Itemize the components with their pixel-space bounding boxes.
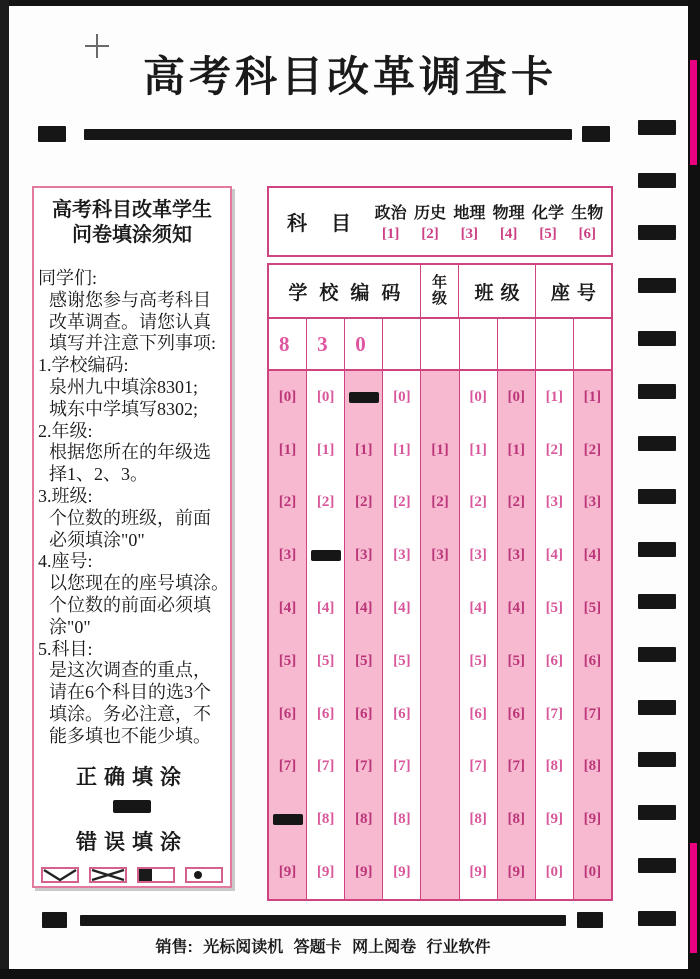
bubble[interactable]: [8] [545, 758, 564, 775]
instruction-line: 泉州九中填涂8301; [49, 376, 199, 397]
timing-mark [638, 120, 676, 135]
timing-mark [638, 647, 676, 662]
subject-option[interactable] [450, 200, 489, 243]
empty-cell [421, 582, 458, 635]
instruction-line: 涂"0" [49, 616, 91, 637]
bubble[interactable]: [0] [507, 388, 525, 405]
bottom-edge-bar [0, 969, 700, 979]
writein-cell[interactable]: 0 [345, 319, 383, 369]
bubble[interactable]: [5] [393, 652, 411, 669]
instruction-line: 城东中学填写8302; [49, 398, 199, 419]
answer-grid [267, 263, 613, 901]
heading-line: 高考科目改革学生 [52, 199, 212, 221]
bubble[interactable]: [5] [355, 652, 373, 669]
bubble[interactable]: [0] [393, 388, 411, 405]
page-title: 高考科目改革调查卡 [142, 55, 557, 101]
empty-cell [421, 371, 458, 424]
instruction-line: 改革调查。请您认真 [49, 311, 211, 332]
subject-option[interactable] [568, 200, 607, 243]
subject-option[interactable] [371, 200, 410, 243]
bubble[interactable]: [9] [355, 864, 373, 881]
sync-bar-top [84, 129, 572, 140]
bubble[interactable]: [7] [393, 758, 411, 775]
bubble[interactable]: [4] [355, 600, 373, 617]
instruction-line: 根据您所在的年级选 [49, 442, 211, 463]
bubble[interactable]: [2] [431, 494, 449, 511]
timing-mark [638, 858, 676, 873]
bubble[interactable]: [0] [469, 388, 487, 405]
wrong-mark-half-fill-icon [137, 867, 175, 883]
bubble[interactable]: [9] [469, 864, 487, 881]
instruction-line: 填写并注意下列事项: [49, 333, 217, 354]
bubble[interactable]: [7] [316, 758, 335, 775]
sync-block [577, 912, 603, 928]
writein-row [269, 319, 611, 371]
bubble[interactable]: [3] [583, 494, 602, 511]
bubble[interactable]: [7] [355, 758, 373, 775]
bubble[interactable]: [1] [545, 388, 564, 405]
wrong-mark-x-mark-icon [89, 867, 127, 883]
bubble[interactable]: [4] [393, 600, 411, 617]
wrong-fill-examples [34, 867, 230, 883]
instruction-line: 1.学校编码: [38, 355, 129, 376]
bubble[interactable]: [0] [278, 388, 297, 405]
subject-section-label: 科 目 [287, 213, 353, 235]
writein-cell[interactable]: 8 [269, 319, 307, 369]
filled-mark[interactable] [345, 371, 382, 424]
instruction-lines [34, 268, 230, 748]
timing-mark [638, 436, 676, 451]
grid-header-cell: 班级 [459, 265, 535, 317]
bubble[interactable]: [9] [583, 811, 602, 828]
instruction-line: 感谢您参与高考科目 [49, 289, 211, 310]
bubble[interactable]: [4] [545, 547, 564, 564]
bubble[interactable]: [4] [278, 600, 297, 617]
bubble[interactable]: [2] [545, 441, 564, 458]
bubble[interactable]: [1] [393, 441, 411, 458]
bubble[interactable]: [2] [393, 494, 411, 511]
bubble[interactable]: [2] [469, 494, 487, 511]
bubble[interactable]: [7] [469, 758, 487, 775]
subject-bubble[interactable]: [4] [499, 226, 518, 242]
timing-mark [638, 700, 676, 715]
bubble[interactable]: [2] [355, 494, 373, 511]
bubble-column-school-code-digit-3 [345, 371, 383, 899]
bubble[interactable]: [7] [545, 705, 564, 722]
bubble-column-school-code-digit-4 [383, 371, 421, 899]
wrong-fill-label: 错误填涂 [76, 829, 188, 854]
writein-cell[interactable] [536, 319, 574, 369]
bubble[interactable]: [1] [316, 441, 335, 458]
writein-cell[interactable] [574, 319, 611, 369]
bubble-column-school-code-digit-1 [269, 371, 307, 899]
heading-line: 问卷填涂须知 [72, 224, 192, 246]
correct-fill-label: 正确填涂 [76, 764, 188, 789]
subject-section [267, 186, 613, 257]
bubble[interactable]: [5] [316, 652, 335, 669]
bubble[interactable]: [7] [507, 758, 525, 775]
timing-mark [638, 805, 676, 820]
bubble[interactable]: [7] [583, 705, 602, 722]
timing-mark [638, 911, 676, 926]
timing-mark [638, 225, 676, 240]
subject-bubble[interactable]: [5] [539, 226, 557, 242]
writein-cell[interactable] [421, 319, 459, 369]
sync-block [42, 912, 67, 928]
timing-mark [638, 173, 676, 188]
subject-name: 化学 [531, 205, 564, 222]
bubble[interactable]: [8] [355, 811, 373, 828]
instruction-line: 2.年级: [38, 420, 93, 441]
subject-name: 生物 [571, 205, 604, 222]
timing-mark [638, 752, 676, 767]
bubble[interactable]: [8] [469, 811, 487, 828]
bubble[interactable]: [5] [278, 652, 297, 669]
timing-mark [638, 489, 676, 504]
instruction-line: 个位数的前面必须填 [49, 594, 211, 615]
bubble[interactable]: [9] [507, 864, 525, 881]
sync-bar-bottom [80, 915, 566, 926]
bubble-area [269, 371, 611, 899]
subject-option[interactable] [489, 200, 528, 243]
writein-cell[interactable] [460, 319, 498, 369]
bubble[interactable]: [3] [469, 547, 487, 564]
bubble[interactable]: [0] [316, 388, 335, 405]
subject-option[interactable] [528, 200, 567, 243]
bubble[interactable]: [0] [583, 864, 602, 881]
bubble[interactable]: [6] [507, 705, 525, 722]
instruction-line: 同学们: [38, 268, 98, 288]
writein-cell[interactable] [498, 319, 536, 369]
filled-mark-bar [311, 550, 341, 561]
instruction-line: 以您现在的座号填涂。 [49, 573, 229, 594]
bubble[interactable]: [5] [583, 600, 602, 617]
bubble[interactable]: [6] [583, 652, 602, 669]
timing-mark [638, 331, 676, 346]
bubble[interactable]: [5] [507, 652, 525, 669]
instruction-line: 4.座号: [38, 551, 93, 572]
instruction-line: 是这次调查的重点， [49, 660, 211, 681]
subject-name: 历史 [413, 205, 446, 222]
timing-mark [638, 594, 676, 609]
bubble[interactable]: [8] [507, 811, 525, 828]
filled-mark[interactable] [307, 529, 344, 582]
bubble[interactable]: [1] [278, 441, 297, 458]
timing-mark [638, 542, 676, 557]
instruction-line: 5.科目: [38, 638, 93, 659]
bubble[interactable]: [8] [583, 758, 602, 775]
bubble[interactable]: [6] [316, 705, 335, 722]
bubble[interactable]: [7] [278, 758, 297, 775]
bubble[interactable]: [8] [393, 811, 411, 828]
bubble[interactable]: [6] [278, 705, 297, 722]
grid-header-cell [421, 265, 460, 317]
subject-bubble[interactable]: [3] [460, 226, 479, 242]
empty-cell [421, 793, 458, 846]
bubble-column-class-ones [498, 371, 536, 899]
subject-name: 地理 [453, 205, 486, 222]
grid-header-cell: 学校编码 [269, 265, 421, 317]
wrong-mark-dot-fill-icon [185, 867, 223, 883]
bubble-column-seat-tens [536, 371, 574, 899]
bubble[interactable]: [3] [393, 547, 411, 564]
bubble-column-class-tens [460, 371, 498, 899]
bubble[interactable]: [6] [545, 652, 564, 669]
bubble[interactable]: [2] [278, 494, 297, 511]
empty-cell [421, 846, 458, 899]
bubble[interactable]: [4] [316, 600, 335, 617]
writein-cell[interactable] [383, 319, 421, 369]
filled-mark-bar [273, 814, 303, 825]
instruction-line: 3.班级: [38, 485, 93, 506]
timing-mark [638, 384, 676, 399]
grid-header-row [269, 265, 611, 319]
bubble[interactable]: [6] [393, 705, 411, 722]
instructions-heading [34, 198, 230, 248]
top-edge-bar [0, 0, 700, 6]
left-edge-bar [0, 0, 9, 979]
bubble[interactable]: [2] [583, 441, 602, 458]
bubble[interactable]: [4] [583, 547, 602, 564]
bubble[interactable]: [2] [507, 494, 525, 511]
bubble[interactable]: [9] [393, 864, 411, 881]
bubble[interactable]: [1] [431, 441, 449, 458]
bubble[interactable]: [5] [469, 652, 487, 669]
sync-block [582, 126, 610, 142]
subject-bubble[interactable]: [1] [381, 226, 400, 242]
bubble[interactable]: [1] [583, 388, 602, 405]
subject-name: 政治 [374, 205, 407, 222]
bubble[interactable]: [3] [545, 494, 564, 511]
bubble[interactable]: [9] [316, 864, 335, 881]
bubble[interactable]: [3] [507, 547, 525, 564]
bubble[interactable]: [1] [507, 441, 525, 458]
empty-cell [421, 635, 458, 688]
bubble[interactable]: [2] [316, 494, 335, 511]
bubble[interactable]: [3] [355, 547, 373, 564]
instruction-line: 填涂。务必注意，不 [49, 703, 211, 724]
instruction-line: 能多填也不能少填。 [49, 725, 211, 746]
grid-header-char: 年 [432, 275, 448, 291]
empty-cell [421, 741, 458, 794]
subject-name: 物理 [492, 205, 525, 222]
subject-bubble[interactable]: [2] [421, 226, 439, 242]
magenta-strip [690, 843, 697, 953]
filled-mark[interactable] [269, 793, 306, 846]
instruction-line: 择1、2、3。 [49, 464, 148, 485]
bubble[interactable]: [3] [431, 547, 449, 564]
magenta-strip [690, 60, 697, 165]
bubble[interactable]: [5] [545, 600, 564, 617]
bubble[interactable]: [6] [355, 705, 373, 722]
subject-bubble[interactable]: [6] [578, 226, 597, 242]
bubble[interactable]: [8] [316, 811, 335, 828]
subject-option[interactable] [410, 200, 449, 243]
instruction-line: 请在6个科目的选3个 [49, 682, 211, 703]
instructions-panel [32, 186, 232, 888]
grid-header-char: 级 [432, 291, 448, 307]
bubble[interactable]: [1] [469, 441, 487, 458]
bubble[interactable]: [4] [507, 600, 525, 617]
bubble-column-seat-ones [574, 371, 611, 899]
instruction-line: 个位数的班级，前面 [49, 507, 211, 528]
correct-fill-mark [113, 800, 151, 813]
sync-block [38, 126, 66, 142]
bubble[interactable]: [1] [355, 441, 373, 458]
timing-mark [638, 278, 676, 293]
bubble-column-grade [421, 371, 459, 899]
bubble[interactable]: [3] [278, 547, 297, 564]
wrong-mark-v-mark-icon [41, 867, 79, 883]
bubble[interactable]: [9] [278, 864, 297, 881]
footer-text: 销售: 光标阅读机 答题卡 网上阅卷 行业软件 [155, 939, 491, 956]
subject-options [371, 200, 611, 243]
empty-cell [421, 688, 458, 741]
bubble[interactable]: [6] [469, 705, 487, 722]
bubble[interactable]: [9] [545, 811, 564, 828]
bubble[interactable]: [4] [469, 600, 487, 617]
grid-header-cell: 座号 [550, 282, 603, 304]
bubble-column-school-code-digit-2 [307, 371, 345, 899]
bubble[interactable]: [0] [545, 864, 564, 881]
filled-mark-bar [349, 392, 379, 403]
writein-cell[interactable]: 3 [307, 319, 345, 369]
instruction-line: 必须填涂"0" [49, 529, 145, 550]
